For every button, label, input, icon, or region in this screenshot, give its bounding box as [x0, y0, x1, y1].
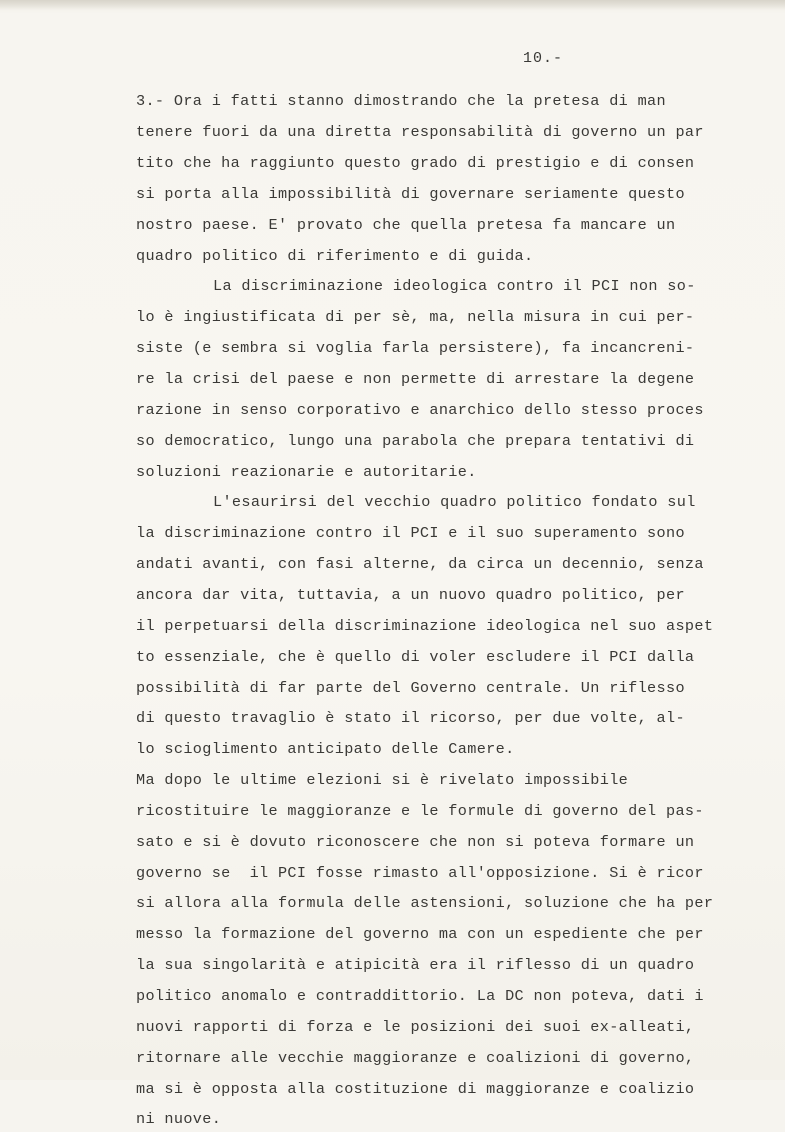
text-line: ma si è opposta alla costituzione di maggioranze e coalizio — [136, 1080, 695, 1098]
text-line: siste (e sembra si voglia farla persistere), fa incancreni- — [136, 339, 695, 357]
text-line: to essenziale, che è quello di voler escludere il PCI dalla — [136, 648, 695, 666]
text-line: nostro paese. E' provato che quella pretesa fa mancare un — [136, 216, 676, 234]
text-line: Ma dopo le ultime elezioni si è rivelato impossibile — [136, 771, 629, 789]
text-line: andati avanti, con fasi alterne, da circa un decennio, senza — [136, 555, 704, 573]
text-line: La discriminazione ideologica contro il PCI non so- — [213, 277, 696, 295]
text-line: L'esaurirsi del vecchio quadro politico fondato sul — [213, 493, 696, 511]
text-line: politico anomalo e contraddittorio. La DC non poteva, dati i — [136, 987, 704, 1005]
page-number: 10.- — [523, 50, 564, 67]
text-line: lo scioglimento anticipato delle Camere. — [136, 740, 515, 758]
text-line: si allora alla formula delle astensioni, soluzione che ha per — [136, 894, 714, 912]
text-line: ancora dar vita, tuttavia, a un nuovo quadro politico, per — [136, 586, 685, 604]
text-line: nuovi rapporti di forza e le posizioni dei suoi ex-alleati, — [136, 1018, 695, 1036]
text-line: di questo travaglio è stato il ricorso, per due volte, al- — [136, 709, 685, 727]
text-line: sato e si è dovuto riconoscere che non si poteva formare un — [136, 833, 695, 851]
text-line: la discriminazione contro il PCI e il suo superamento sono — [136, 524, 685, 542]
text-line: messo la formazione del governo ma con un espediente che per — [136, 925, 704, 943]
text-line: il perpetuarsi della discriminazione ideologica nel suo aspet — [136, 617, 714, 635]
text-line: tito che ha raggiunto questo grado di prestigio e di consen — [136, 154, 695, 172]
text-line: si porta alla impossibilità di governare seriamente questo — [136, 185, 685, 203]
text-line: la sua singolarità e atipicità era il riflesso di un quadro — [136, 956, 695, 974]
text-line: ricostituire le maggioranze e le formule di governo del pas- — [136, 802, 704, 820]
text-line: 3.- Ora i fatti stanno dimostrando che la pretesa di man — [136, 92, 666, 110]
text-line: ni nuove. — [136, 1110, 222, 1128]
text-line: tenere fuori da una diretta responsabilità di governo un par — [136, 123, 704, 141]
text-line: lo è ingiustificata di per sè, ma, nella misura in cui per- — [136, 308, 695, 326]
text-line: soluzioni reazionarie e autoritarie. — [136, 463, 477, 481]
paper-top-edge — [0, 0, 785, 10]
text-line: re la crisi del paese e non permette di arrestare la degene — [136, 370, 695, 388]
text-line: quadro politico di riferimento e di guida. — [136, 247, 534, 265]
text-line: so democratico, lungo una parabola che prepara tentativi di — [136, 432, 695, 450]
text-line: ritornare alle vecchie maggioranze e coalizioni di governo, — [136, 1049, 695, 1067]
text-line: razione in senso corporativo e anarchico dello stesso proces — [136, 401, 704, 419]
text-line: possibilità di far parte del Governo centrale. Un riflesso — [136, 679, 685, 697]
text-line: governo se il PCI fosse rimasto all'opposizione. Si è ricor — [136, 864, 704, 882]
